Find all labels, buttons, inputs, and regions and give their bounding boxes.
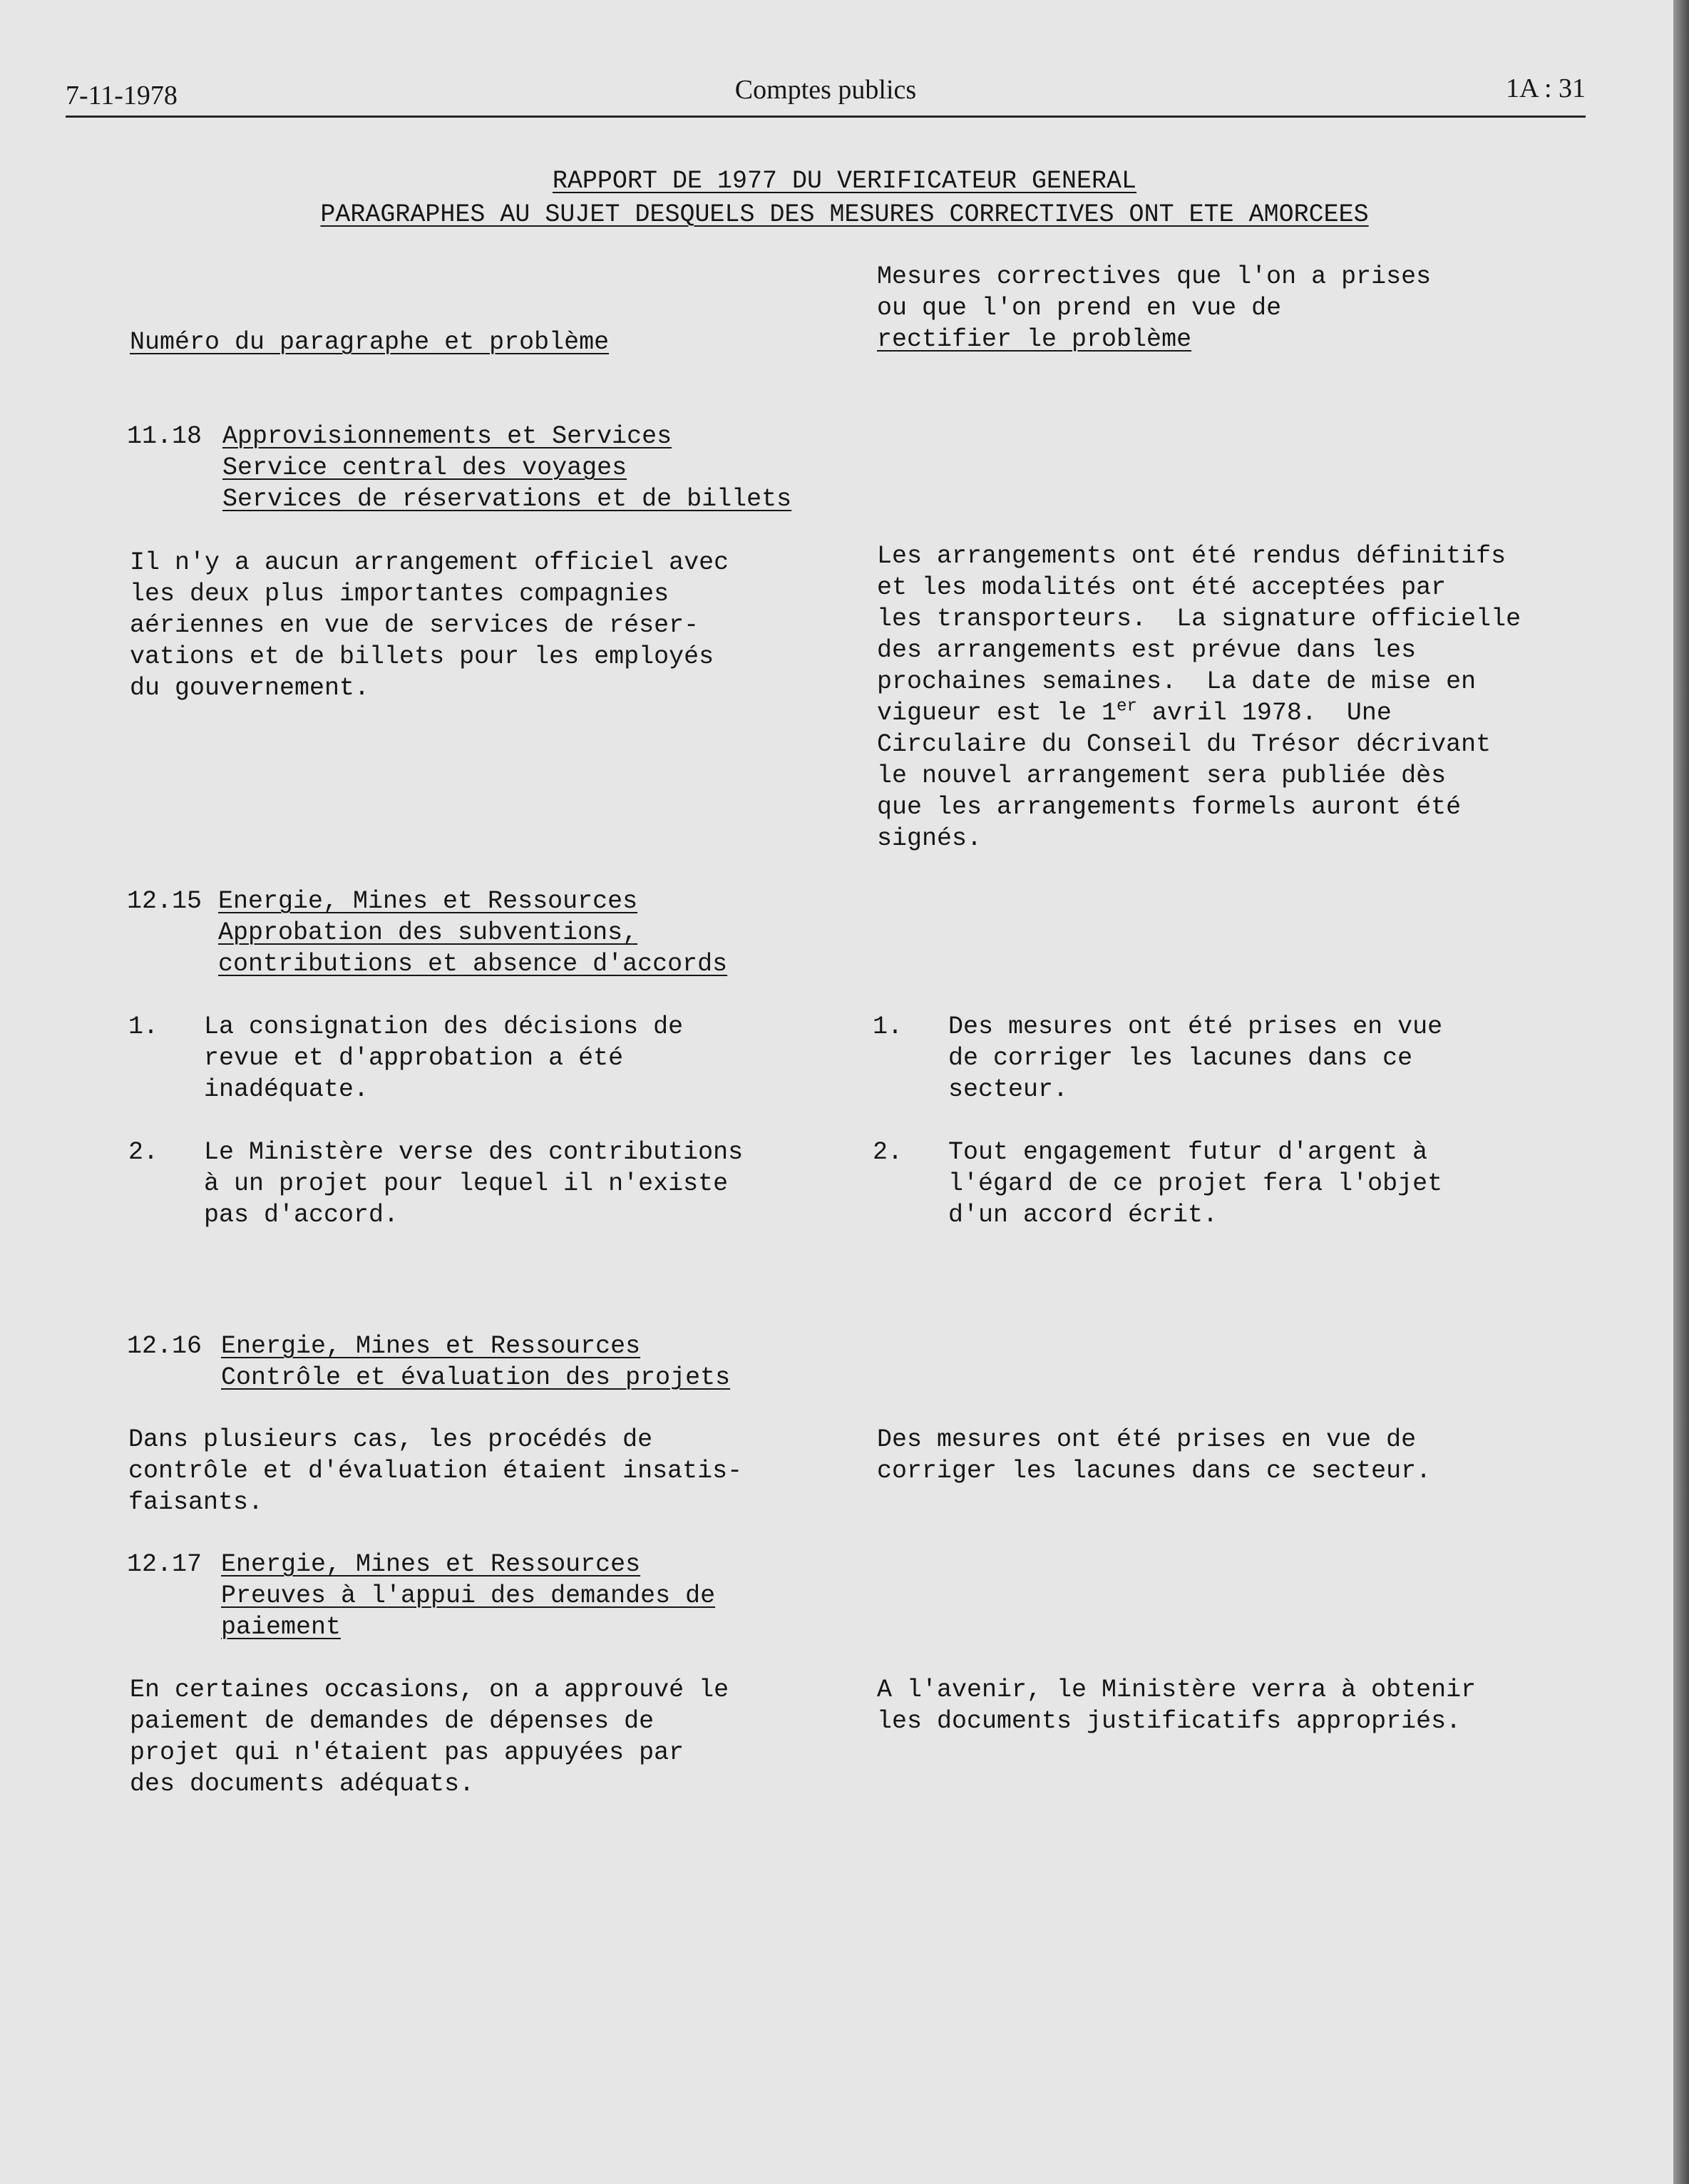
right-column-heading: Mesures correctives que l'on a prises ou que l'on prend en vue de rectifier le problème xyxy=(877,262,1432,354)
left-column-heading: Numéro du paragraphe et problème xyxy=(130,328,610,357)
sub-item-marker: 2. xyxy=(128,1138,159,1167)
report-title-line1: RAPPORT DE 1977 DU VERIFICATEUR GENERAL xyxy=(552,167,1137,195)
page-header xyxy=(66,70,1586,118)
page-edge xyxy=(1673,0,1689,2184)
sub-item-problem: La consignation des décisions de revue et d'approbation a été inadéquate. xyxy=(204,1012,684,1104)
report-title-line2: PARAGRAPHES AU SUJET DESQUELS DES MESURES CORRECTIVES ONT ETE AMORCEES xyxy=(320,200,1369,229)
item-title: Energie, Mines et Ressources Preuves à l'appui des demandes de paiement xyxy=(221,1550,716,1641)
item-action: Les arrangements ont été rendus définitifs et les modalités ont été acceptées par les transporteurs. La signature officielle des arrangements est prévue dans les prochaines semaines. La date de mise en vigueur est le 1er avril 1978. Une Circulaire du Conseil du Trésor décrivant le nouvel arrangement sera publiée dès que les arrangements formels auront été signés. xyxy=(877,542,1521,853)
sub-item-action: Tout engagement futur d'argent à l'égard de ce projet fera l'objet d'un accord écrit. xyxy=(948,1138,1443,1229)
sub-item-action-marker: 2. xyxy=(873,1138,903,1167)
item-title: Approvisionnements et Services Service central des voyages Services de réservations et de billets xyxy=(222,422,792,513)
date-line: vigueur est le 1er avril 1978. Une xyxy=(877,697,1392,727)
item-problem: En certaines occasions, on a approuvé le paiement de demandes de dépenses de projet qui n'étaient pas appuyées par des documents adéquats. xyxy=(130,1676,729,1798)
header-date: 7-11-1978 xyxy=(66,81,178,111)
item-action: Des mesures ont été prises en vue de corriger les lacunes dans ce secteur. xyxy=(877,1425,1432,1485)
header-title: Comptes publics xyxy=(734,75,917,105)
sub-item-action-marker: 1. xyxy=(873,1012,903,1041)
item-title: Energie, Mines et Ressources Contrôle et évaluation des projets xyxy=(221,1332,731,1392)
sub-item-marker: 1. xyxy=(128,1012,159,1041)
item-problem: Il n'y a aucun arrangement officiel avec les deux plus importantes compagnies aériennes en vue de services de réser- vations et de billets pour les employés du gouvernement. xyxy=(130,548,729,702)
sub-item-action: Des mesures ont été prises en vue de corriger les lacunes dans ce secteur. xyxy=(948,1012,1443,1104)
item-action: A l'avenir, le Ministère verra à obtenir les documents justificatifs appropriés. xyxy=(877,1676,1477,1736)
item-number: 12.15 xyxy=(127,887,202,916)
item-number: 12.17 xyxy=(127,1550,202,1579)
item-problem: Dans plusieurs cas, les procédés de contrôle et d'évaluation étaient insatis- faisants. xyxy=(128,1425,743,1517)
header-page-number: 1A : 31 xyxy=(1506,73,1586,103)
item-title: Energie, Mines et Ressources Approbation des subventions, contributions et absence d'accords xyxy=(218,887,728,978)
item-number: 12.16 xyxy=(127,1332,202,1360)
sub-item-problem: Le Ministère verse des contributions à un projet pour lequel il n'existe pas d'accord. xyxy=(204,1138,744,1229)
item-number: 11.18 xyxy=(127,422,202,451)
